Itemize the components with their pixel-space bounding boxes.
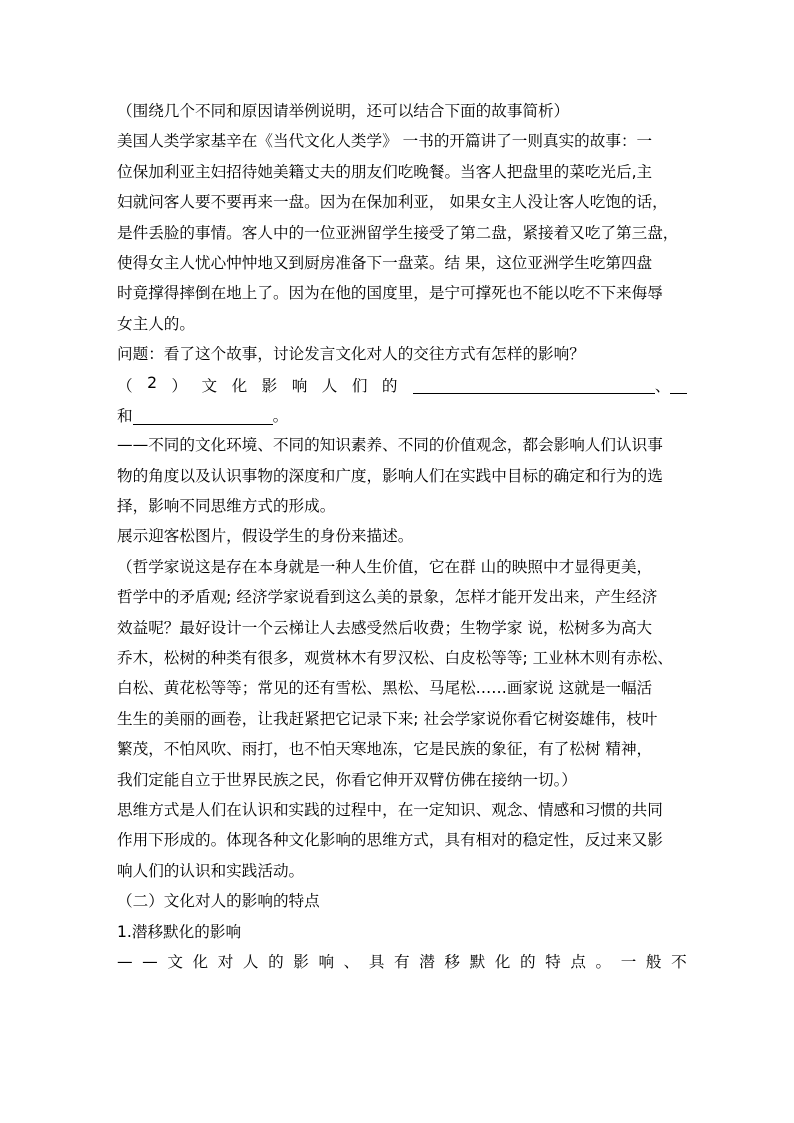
- paragraph-line: 时竟撑得摔倒在地上了。因为在他的国度里，是宁可撑死也不能以吃不下来侮辱: [117, 284, 663, 303]
- answer-blank-1[interactable]: [413, 375, 655, 394]
- paragraph-line: 美国人类学家基辛在《当代文化人类学》 一书的开篇讲了一则真实的故事：一: [117, 132, 653, 151]
- paragraph-line: 物的角度以及认识事物的深度和广度，影响人们在实践中目标的确定和行为的选: [117, 466, 663, 485]
- separator: 、: [654, 376, 671, 395]
- answer-blank-3[interactable]: [133, 406, 273, 425]
- paragraph-line: 作用下形成的。体现各种文化影响的思维方式，具有相对的稳定性，反过来又影: [117, 831, 663, 850]
- paragraph-line: 哲学中的矛盾观; 经济学家说看到这么美的景象，怎样才能开发出来，产生经济: [117, 588, 658, 607]
- fill-blank-line-2: 和 。: [117, 407, 289, 426]
- paragraph-line: 繁茂，不怕风吹、雨打，也不怕天寒地冻，它是民族的象征，有了松树 精神，: [117, 740, 653, 759]
- paragraph-line: 妇就问客人要不要再来一盘。因为在保加利亚， 如果女主人没让客人吃饱的话，: [117, 193, 668, 212]
- paragraph-line: 展示迎客松图片，假设学生的身份来描述。: [117, 527, 414, 546]
- paragraph-line: 乔木，松树的种类有很多，观赏林木有罗汉松、白皮松等等; 工业林木则有赤松、: [117, 649, 673, 668]
- paragraph-line: 白松、黄花松等等；常见的还有雪松、黑松、马尾松……画家说 这就是一幅活: [117, 679, 653, 698]
- fill-blank-label: （ 2 ） 文 化 影 响 人 们 的: [117, 373, 398, 395]
- fill-blank-line-1: [117, 370, 687, 400]
- document-body: [117, 96, 687, 977]
- paragraph-line: （围绕几个不同和原因请举例说明，还可以结合下面的故事简析）: [117, 102, 570, 120]
- paragraph-line: 使得女主人忧心忡忡地又到厨房准备下一盘菜。结 果，这位亚洲学生吃第四盘: [117, 253, 653, 272]
- paragraph-line: 生生的美丽的画卷，让我赶紧把它记录下来; 社会学家说你看它树姿雄伟，枝叶: [117, 709, 658, 728]
- paragraph-line: 择，影响不同思维方式的形成。: [117, 497, 336, 516]
- paragraph-line: 是件丢脸的事情。客人中的一位亚洲留学生接受了第二盘，紧接着又吃了第三盘，: [117, 223, 679, 242]
- paragraph-line: 女主人的。: [117, 314, 195, 333]
- question-line: 问题：看了这个故事，讨论发言文化对人的交往方式有怎样的影响？: [117, 345, 585, 364]
- paragraph-line: 响人们的认识和实践活动。: [117, 861, 305, 880]
- section-heading: （二）文化对人的影响的特点: [117, 892, 320, 911]
- paragraph-line: 我们定能自立于世界民族之民，你看它伸开双臂仿佛在接纳一切。）: [117, 770, 578, 789]
- paragraph-line: 效益呢？最好设计一个云梯让人去感受然后收费；生物学家 说，松树多为高大: [117, 618, 653, 637]
- paragraph-line: ——不同的文化环境、不同的知识素养、不同的价值观念，都会影响人们认识事: [117, 436, 663, 455]
- paragraph-line-spaced: — — 文 化 对 人 的 影 响 、 具 有 潜 移 默 化 的 特 点 。 一 般 不: [117, 952, 687, 971]
- paragraph-line: 位保加利亚主妇招待她美籍丈夫的朋友们吃晚餐。当客人把盘里的菜吃光后,主: [117, 162, 653, 181]
- paragraph-line: （哲学家说这是存在本身就是一种人生价值，它在群 山的映照中才显得更美，: [117, 557, 653, 576]
- paragraph-line: 思维方式是人们在认识和实践的过程中，在一定知识、观念、情感和习惯的共同: [117, 800, 663, 819]
- subsection-heading: 1.潜移默化的影响: [117, 922, 242, 941]
- answer-blank-2[interactable]: [670, 375, 687, 394]
